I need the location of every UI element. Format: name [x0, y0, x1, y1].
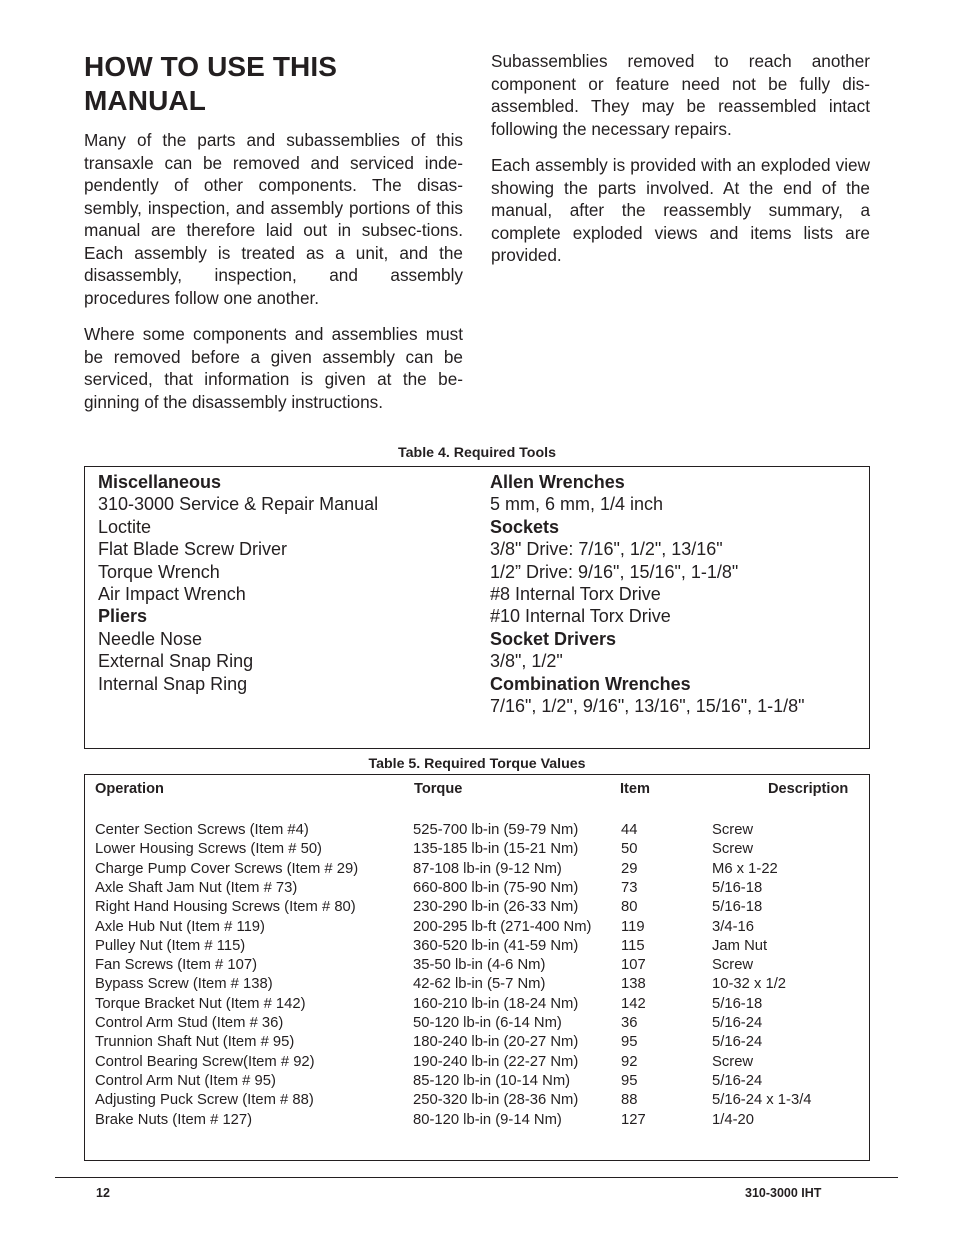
table-row: [85, 1033, 869, 1052]
header-item: Item: [620, 781, 651, 797]
cell-description: Jam Nut: [712, 937, 768, 954]
cell-torque: 660-800 lb-in (75-90 Nm): [413, 879, 579, 896]
tools-right-column: [490, 471, 805, 717]
cell-description: 5/16-18: [712, 995, 763, 1012]
tool-category-heading: Pliers: [98, 606, 148, 627]
table-row: [85, 995, 869, 1014]
tools-left-column: [98, 471, 378, 695]
page-title: HOW TO USE THIS MANUAL: [84, 51, 337, 116]
table-row: [85, 860, 869, 879]
cell-torque: 85-120 lb-in (10-14 Nm): [413, 1072, 571, 1089]
table-row: [85, 1111, 869, 1130]
tool-item: 7/16", 1/2", 9/16", 13/16", 15/16", 1-1/8": [490, 696, 805, 717]
cell-description: 3/4-16: [712, 918, 754, 935]
cell-description: 5/16-24 x 1-3/4: [712, 1092, 812, 1109]
intro-paragraph: Many of the parts and subassemblies of this transaxle can be removed and serviced inde-pendently of other components. The disas-sembly, inspection, and assembly portions of this manual are therefore laid out in subsec-tions. Each assembly is treated as a unit, and the disassembly, inspection, and assembly procedures follow one another.: [84, 130, 463, 308]
tool-item: 3/8", 1/2": [490, 651, 563, 672]
cell-item: 73: [621, 879, 638, 896]
cell-operation: Fan Screws (Item # 107): [95, 957, 257, 974]
tool-item: Loctite: [98, 516, 152, 537]
cell-operation: Brake Nuts (Item # 127): [95, 1111, 253, 1128]
cell-description: 10-32 x 1/2: [712, 976, 787, 993]
cell-item: 95: [621, 1034, 638, 1051]
header-torque: Torque: [414, 781, 463, 797]
cell-item: 92: [621, 1053, 638, 1070]
tool-item: 3/8" Drive: 7/16", 1/2", 13/16": [490, 539, 723, 560]
cell-torque: 42-62 lb-in (5-7 Nm): [413, 976, 546, 993]
cell-item: 88: [621, 1092, 638, 1109]
tool-category-heading: Combination Wrenches: [490, 673, 691, 694]
cell-description: Screw: [712, 822, 754, 838]
tool-item: #10 Internal Torx Drive: [490, 606, 671, 627]
cell-operation: Pulley Nut (Item # 115): [95, 937, 246, 954]
tool-item: 1/2” Drive: 9/16", 15/16", 1-1/8": [490, 561, 739, 582]
header-description: Description: [768, 781, 849, 797]
cell-torque: 200-295 lb-ft (271-400 Nm): [413, 918, 592, 935]
table-row: [85, 1072, 869, 1091]
required-tools-table: [84, 466, 870, 749]
cell-torque: 50-120 lb-in (6-14 Nm): [413, 1015, 562, 1031]
right-column: [491, 48, 870, 267]
cell-operation: Control Arm Nut (Item # 95): [95, 1072, 276, 1089]
cell-description: Screw: [712, 957, 754, 974]
cell-operation: Control Bearing Screw(Item # 92): [95, 1053, 315, 1070]
cell-description: 5/16-24: [712, 1015, 763, 1031]
tool-category-heading: Socket Drivers: [490, 628, 617, 649]
cell-operation: Right Hand Housing Screws (Item # 80): [95, 899, 356, 916]
cell-description: 1/4-20: [712, 1111, 754, 1128]
cell-description: 5/16-18: [712, 899, 763, 916]
table-row: [85, 956, 869, 975]
cell-torque: 35-50 lb-in (4-6 Nm): [413, 957, 546, 974]
cell-description: 5/16-18: [712, 879, 763, 896]
table-row: [85, 1053, 869, 1072]
cell-item: 119: [621, 918, 645, 935]
cell-item: 115: [621, 937, 645, 954]
cell-torque: 360-520 lb-in (41-59 Nm): [413, 937, 579, 954]
cell-item: 138: [621, 976, 646, 993]
header-operation: Operation: [95, 781, 164, 797]
tool-item: #8 Internal Torx Drive: [490, 584, 661, 605]
cell-torque: 135-185 lb-in (15-21 Nm): [413, 841, 579, 858]
cell-item: 50: [621, 841, 638, 858]
cell-operation: Trunnion Shaft Nut (Item # 95): [95, 1034, 295, 1051]
exploded-view-paragraph: Each assembly is provided with an exploded view showing the parts involved. At the end of the manual, after the reassembly summary, a complete exploded views and items lists are provided.: [491, 155, 870, 265]
cell-description: M6 x 1-22: [712, 860, 778, 877]
cell-operation: Adjusting Puck Screw (Item # 88): [95, 1092, 314, 1109]
table-row: [85, 898, 869, 917]
table-row: [85, 975, 869, 994]
cell-item: 127: [621, 1111, 646, 1128]
cell-item: 107: [621, 957, 646, 974]
cell-operation: Charge Pump Cover Screws (Item # 29): [95, 860, 359, 877]
cell-torque: 87-108 lb-in (9-12 Nm): [413, 860, 562, 877]
cell-torque: 80-120 lb-in (9-14 Nm): [413, 1111, 562, 1128]
cell-item: 142: [621, 995, 646, 1012]
tool-item: 310-3000 Service & Repair Manual: [98, 494, 379, 515]
tool-item: Internal Snap Ring: [98, 673, 248, 694]
cell-operation: Axle Hub Nut (Item # 119): [95, 918, 265, 935]
cell-description: 5/16-24: [712, 1072, 763, 1089]
tool-item: 5 mm, 6 mm, 1/4 inch: [490, 494, 664, 515]
tool-category-heading: Allen Wrenches: [490, 472, 625, 492]
cell-torque: 525-700 lb-in (59-79 Nm): [413, 822, 579, 838]
page-number: 12: [96, 1186, 110, 1200]
cell-item: 80: [621, 899, 638, 916]
tool-category-heading: Sockets: [490, 516, 560, 537]
cell-torque: 160-210 lb-in (18-24 Nm): [413, 995, 579, 1012]
tool-item: External Snap Ring: [98, 651, 254, 672]
table-row: [85, 821, 869, 840]
cell-torque: 230-290 lb-in (26-33 Nm): [413, 899, 579, 916]
table4-caption: Table 4. Required Tools: [398, 445, 556, 461]
tool-category-heading: Miscellaneous: [98, 472, 222, 492]
cell-description: Screw: [712, 1053, 754, 1070]
cell-operation: Axle Shaft Jam Nut (Item # 73): [95, 879, 298, 896]
cell-item: 36: [621, 1015, 638, 1031]
cell-item: 95: [621, 1072, 638, 1089]
table-row: [85, 1014, 869, 1033]
cell-description: 5/16-24: [712, 1034, 763, 1051]
tool-item: Flat Blade Screw Driver: [98, 539, 288, 560]
table-row: [85, 840, 869, 859]
cell-description: Screw: [712, 841, 754, 858]
cell-operation: Torque Bracket Nut (Item # 142): [95, 995, 306, 1012]
tool-item: Needle Nose: [98, 628, 203, 649]
tool-item: Torque Wrench: [98, 561, 220, 582]
table-row: [85, 918, 869, 937]
table-row: [85, 937, 869, 956]
cell-operation: Center Section Screws (Item #4): [95, 822, 309, 838]
table5-caption: Table 5. Required Torque Values: [368, 756, 586, 772]
cell-torque: 180-240 lb-in (20-27 Nm): [413, 1034, 579, 1051]
cell-torque: 190-240 lb-in (22-27 Nm): [413, 1053, 579, 1070]
footer-rule: [55, 1177, 898, 1178]
cell-operation: Lower Housing Screws (Item # 50): [95, 841, 322, 858]
torque-values-table: [84, 774, 870, 1161]
cell-operation: Control Arm Stud (Item # 36): [95, 1015, 284, 1031]
table-row: [85, 879, 869, 898]
prerequisite-paragraph: Where some components and assemblies must be removed before a given assembly can be serviced, that information is given at the be-ginning of the disassembly instructions.: [84, 324, 463, 412]
document-id: 310-3000 IHT: [745, 1186, 822, 1200]
left-column: [84, 48, 463, 413]
cell-torque: 250-320 lb-in (28-36 Nm): [413, 1092, 579, 1109]
subassembly-paragraph: Subassemblies removed to reach another component or feature need not be fully dis-assembled. They may be reassembled intact following the necessary repairs.: [491, 51, 870, 139]
table-row: [85, 1091, 869, 1110]
tool-item: Air Impact Wrench: [98, 584, 246, 605]
cell-item: 44: [621, 822, 638, 838]
cell-operation: Bypass Screw (Item # 138): [95, 976, 273, 993]
cell-item: 29: [621, 860, 638, 877]
